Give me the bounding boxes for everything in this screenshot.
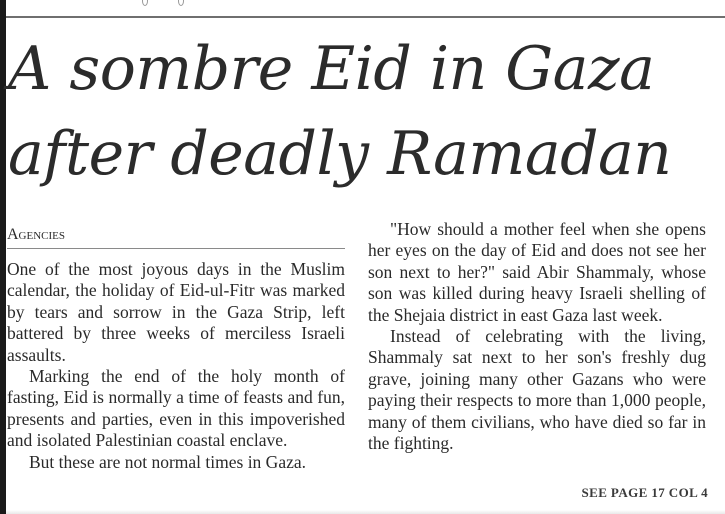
byline: Agencies (7, 226, 345, 249)
article-column-left (7, 259, 345, 473)
headline-line-1: A sombre Eid in Gaza (8, 34, 655, 104)
page-edge-bar (0, 0, 6, 514)
article-headline (8, 27, 720, 197)
continued-on-page-label: SEE PAGE 17 COL 4 (581, 485, 708, 500)
paragraph: One of the most joyous days in the Muslim calendar, the holiday of Eid-ul-Fitr was marked by tears and sorrow in the Gaza Strip, left battered by three weeks of merciless Israeli assaults. (7, 259, 345, 365)
article-column-right (368, 219, 706, 454)
paragraph: Instead of celebrating with the living, Shammaly sat next to her son's freshly dug grave, joining many other Gazans who were paying their respects to more than 1,000 people, many of them civilians, who have died so far in the fighting. (368, 326, 706, 454)
headline-line-2: after deadly Ramadan (8, 119, 672, 189)
top-edge-marks (120, 0, 200, 8)
paragraph: But these are not normal times in Gaza. (29, 451, 307, 472)
paragraph: "How should a mother feel when she opens her eyes on the day of Eid and does not see her son next to her?" said Abir Shammaly, whose son was killed during heavy Israeli shelling of the Shejaia district in east Gaza last week. (368, 219, 706, 325)
bottom-edge (6, 510, 725, 514)
top-rule (6, 16, 725, 18)
paragraph: Marking the end of the holy month of fasting, Eid is normally a time of feasts and fun, presents and parties, even in this impoverished and isolated Palestinian coastal enclave. (7, 366, 345, 451)
